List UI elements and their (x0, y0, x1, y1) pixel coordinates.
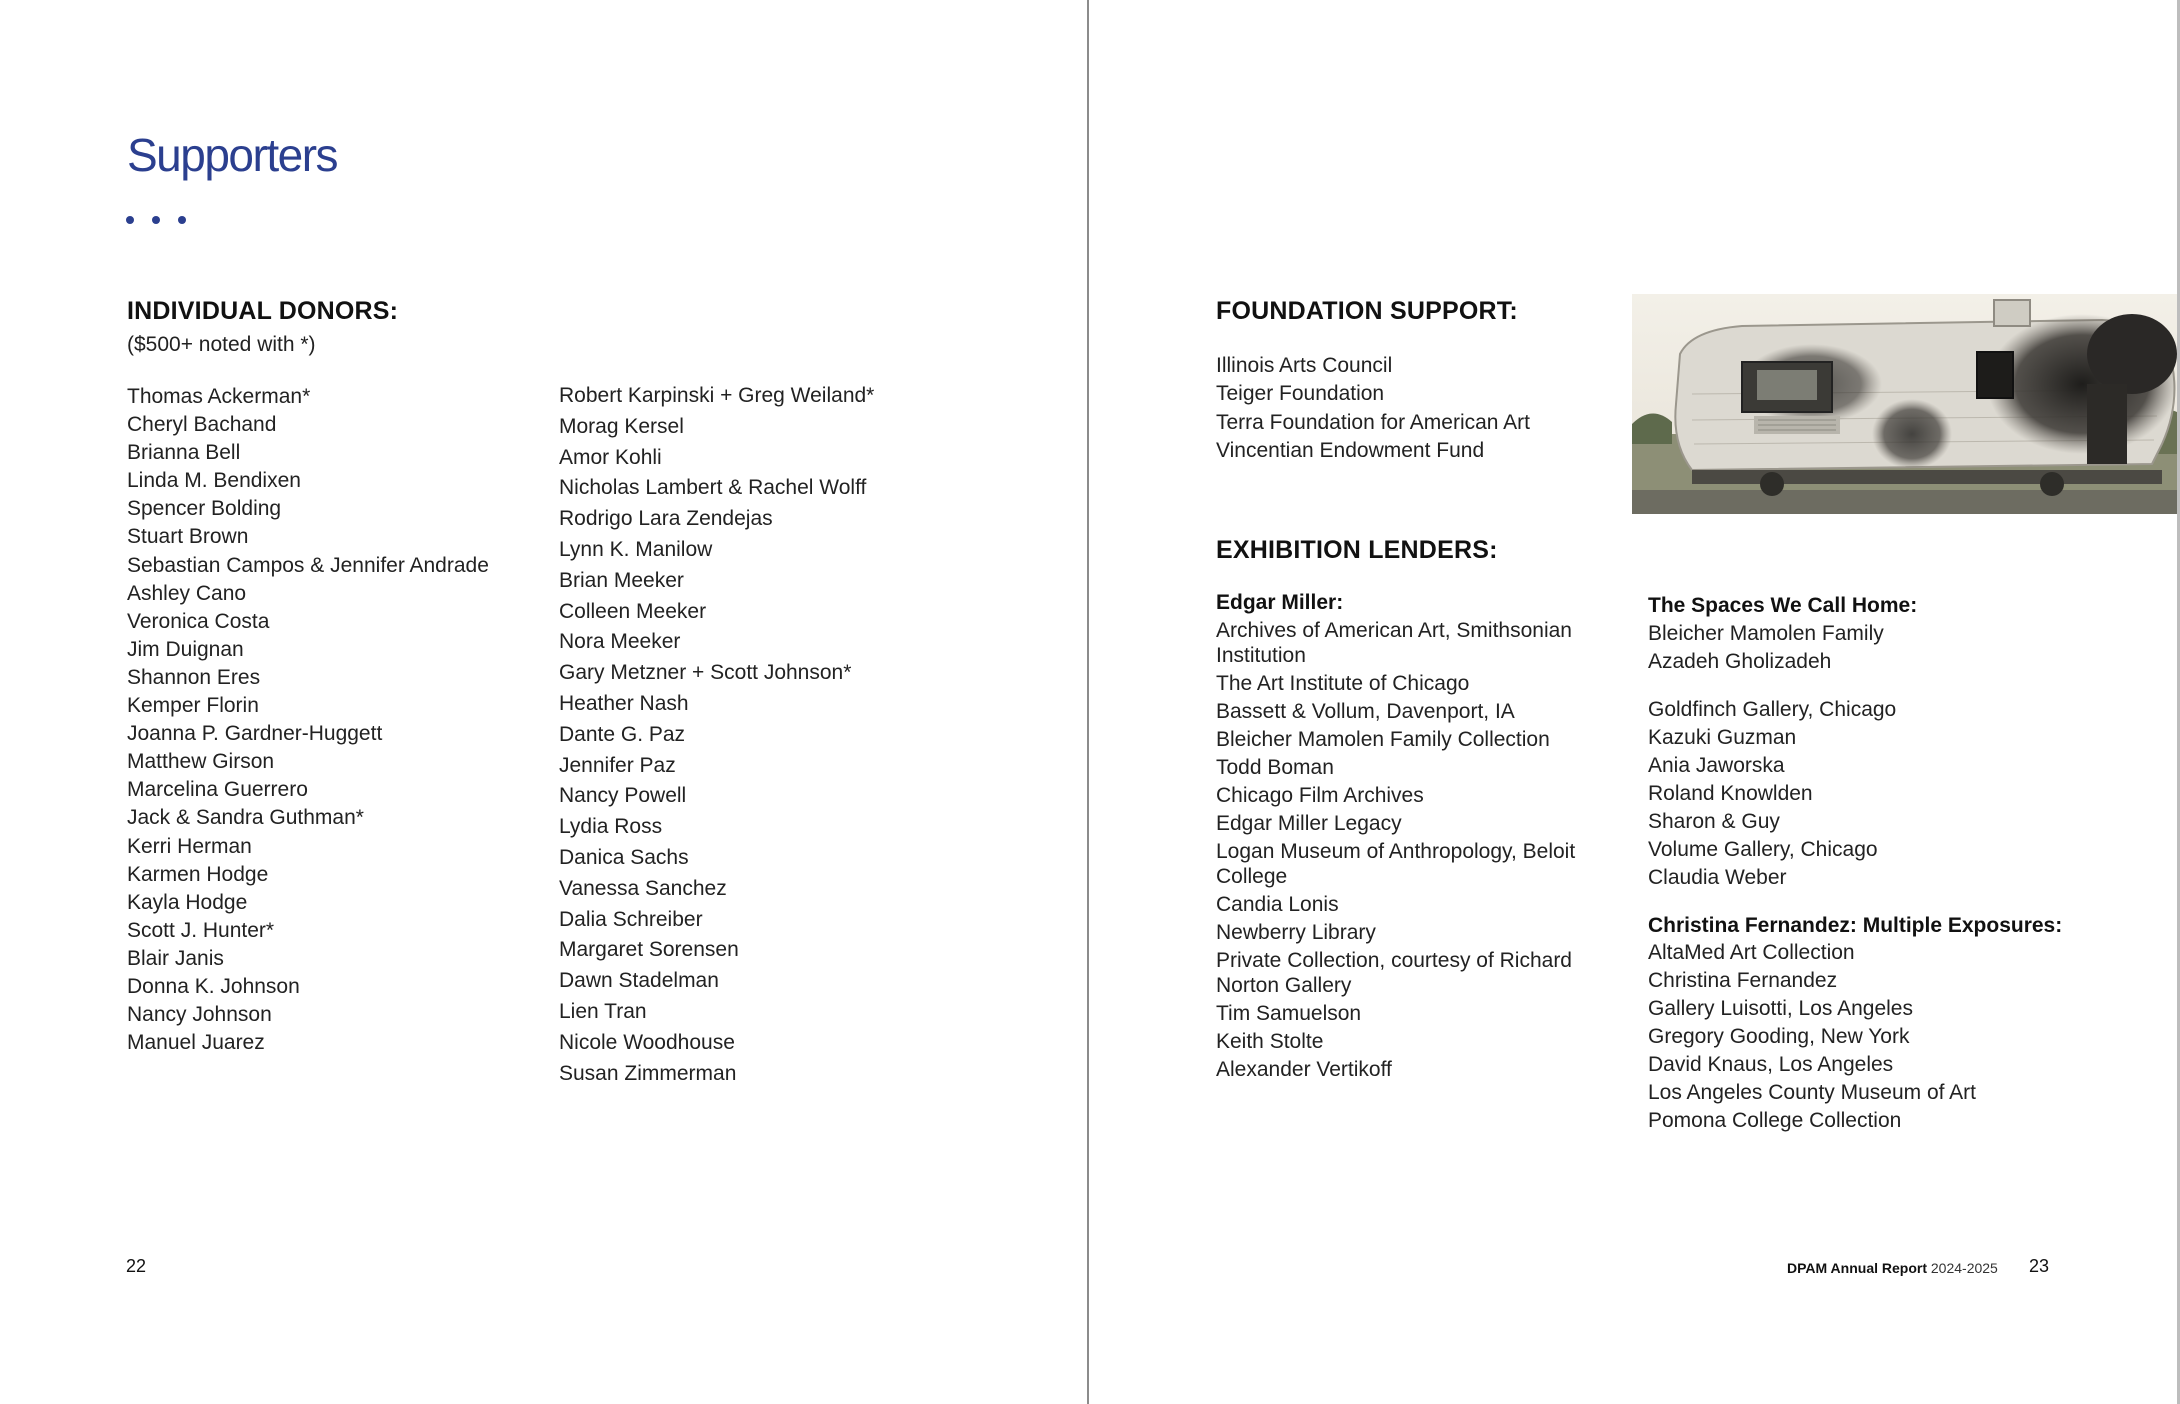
list-item: Jim Duignan (127, 637, 244, 661)
page-number-left: 22 (126, 1256, 147, 1276)
list-item: Stuart Brown (127, 525, 249, 549)
lender-list (1648, 940, 2168, 1133)
christina-fernandez-title: Christina Fernandez: Multiple Exposures: (1648, 913, 2063, 937)
list-item: Pomona College Collection (1648, 1109, 1902, 1132)
list-item: Private Collection, courtesy of Richard Norton Gallery (1216, 948, 1572, 997)
list-item: Bassett & Vollum, Davenport, IA (1216, 699, 1515, 723)
list-item: Cheryl Bachand (127, 413, 277, 437)
list-item: Nora Meeker (559, 630, 681, 654)
list-item: Tim Samuelson (1216, 1001, 1362, 1025)
list-item: Teiger Foundation (1216, 382, 1385, 406)
list-item: Dante G. Paz (559, 722, 686, 746)
list-item: Donna K. Johnson (127, 974, 300, 998)
lender-list (1648, 621, 2168, 674)
edgar-miller-title: Edgar Miller: (1216, 591, 1344, 614)
list-item: Matthew Girson (127, 750, 275, 774)
list-item: Todd Boman (1216, 755, 1334, 779)
list-item: Nancy Johnson (127, 1003, 272, 1027)
list-item: Volume Gallery, Chicago (1648, 837, 1878, 861)
list-item: Kemper Florin (127, 694, 259, 718)
lender-list (1648, 697, 2168, 890)
list-item: Manuel Juarez (127, 1031, 265, 1055)
list-item: Azadeh Gholizadeh (1648, 649, 1832, 673)
list-item: Terra Foundation for American Art (1216, 410, 1530, 434)
edgar-miller-lenders (1216, 590, 1616, 1085)
list-item: Nicholas Lambert & Rachel Wolff (559, 476, 867, 500)
list-item: Danica Sachs (559, 845, 689, 869)
list-item: Brianna Bell (127, 441, 241, 465)
list-item: Colleen Meeker (559, 599, 707, 623)
list-item: Alexander Vertikoff (1216, 1057, 1392, 1081)
donor-list-column-1 (127, 383, 489, 1057)
list-item: Sebastian Campos & Jennifer Andrade (127, 553, 489, 577)
list-item: AltaMed Art Collection (1648, 941, 1855, 964)
list-item: Vanessa Sanchez (559, 876, 727, 900)
list-item: Bleicher Mamolen Family (1648, 621, 1884, 645)
footer-report-name: DPAM Annual Report (1787, 1260, 1927, 1276)
list-item: Joanna P. Gardner-Huggett (127, 722, 383, 746)
foundation-support-heading: FOUNDATION SUPPORT: (1216, 297, 1518, 325)
list-item: Robert Karpinski + Greg Weiland* (559, 384, 875, 407)
list-item: Nicole Woodhouse (559, 1030, 735, 1054)
list-item: Archives of American Art, Smithsonian Institution (1216, 618, 1572, 667)
list-item: David Knaus, Los Angeles (1648, 1053, 1894, 1076)
list-item: Illinois Arts Council (1216, 354, 1393, 377)
list-item: Dalia Schreiber (559, 907, 703, 931)
exhibition-lenders-heading: EXHIBITION LENDERS: (1216, 536, 1498, 564)
list-item: Candia Lonis (1216, 892, 1339, 916)
list-item: Thomas Ackerman* (127, 385, 311, 408)
list-item: Marcelina Guerrero (127, 778, 308, 802)
spaces-we-call-home-lenders (1648, 593, 2168, 1136)
list-item: Lynn K. Manilow (559, 537, 713, 561)
list-item: Kerri Herman (127, 834, 252, 858)
list-item: Gary Metzner + Scott Johnson* (559, 661, 852, 685)
page-title: Supporters (127, 129, 338, 181)
list-item: Ania Jaworska (1648, 753, 1785, 777)
list-item: Margaret Sorensen (559, 938, 739, 962)
list-item: Chicago Film Archives (1216, 783, 1424, 807)
list-item: Christina Fernandez (1648, 969, 1838, 992)
list-item: Spencer Bolding (127, 497, 282, 521)
foundation-list (1216, 352, 1530, 465)
list-item: The Art Institute of Chicago (1216, 671, 1470, 695)
page-divider (1087, 0, 1089, 1404)
lender-list (1216, 618, 1616, 1082)
right-page (1090, 0, 2180, 1404)
list-item: Brian Meeker (559, 568, 684, 592)
donor-list-column-2 (559, 381, 874, 1089)
list-item: Jennifer Paz (559, 753, 676, 777)
list-item: Heather Nash (559, 691, 689, 715)
list-item: Jack & Sandra Guthman* (127, 806, 364, 830)
list-item: Lydia Ross (559, 815, 663, 839)
list-item: Lien Tran (559, 999, 647, 1023)
footer-years: 2024-2025 (1930, 1260, 1998, 1276)
spaces-title: The Spaces We Call Home: (1648, 594, 1918, 617)
list-item: Sharon & Guy (1648, 809, 1780, 833)
list-item: Newberry Library (1216, 920, 1376, 944)
individual-donors-heading: INDIVIDUAL DONORS: (127, 297, 399, 325)
list-item: Karmen Hodge (127, 862, 269, 886)
list-item: Edgar Miller Legacy (1216, 811, 1402, 835)
list-item: Logan Museum of Anthropology, Beloit College (1216, 839, 1576, 888)
donor-note: ($500+ noted with *) (127, 333, 316, 356)
list-item: Bleicher Mamolen Family Collection (1216, 727, 1550, 751)
list-item: Rodrigo Lara Zendejas (559, 507, 773, 531)
list-item: Nancy Powell (559, 784, 687, 808)
list-item: Susan Zimmerman (559, 1061, 737, 1085)
list-item: Dawn Stadelman (559, 969, 719, 993)
list-item: Los Angeles County Museum of Art (1648, 1081, 1977, 1104)
list-item: Veronica Costa (127, 609, 270, 633)
list-item: Kayla Hodge (127, 890, 248, 914)
list-item: Ashley Cano (127, 581, 247, 605)
list-item: Roland Knowlden (1648, 781, 1813, 805)
list-item: Morag Kersel (559, 414, 684, 438)
list-item: Scott J. Hunter* (127, 918, 275, 942)
list-item: Blair Janis (127, 946, 224, 970)
list-item: Keith Stolte (1216, 1029, 1324, 1053)
list-item: Linda M. Bendixen (127, 469, 301, 493)
list-item: Amor Kohli (559, 445, 662, 469)
list-item: Kazuki Guzman (1648, 725, 1797, 749)
list-item: Vincentian Endowment Fund (1216, 438, 1485, 462)
page-number-right: 23 (2029, 1256, 2050, 1276)
list-item: Gregory Gooding, New York (1648, 1025, 1910, 1048)
footer-report (1787, 1260, 1998, 1276)
left-page (0, 0, 1087, 1404)
burned-trailer-photo (1632, 294, 2177, 514)
list-item: Goldfinch Gallery, Chicago (1648, 697, 1897, 721)
list-item: Shannon Eres (127, 665, 261, 689)
list-item: Claudia Weber (1648, 865, 1787, 889)
list-item: Gallery Luisotti, Los Angeles (1648, 997, 1913, 1020)
